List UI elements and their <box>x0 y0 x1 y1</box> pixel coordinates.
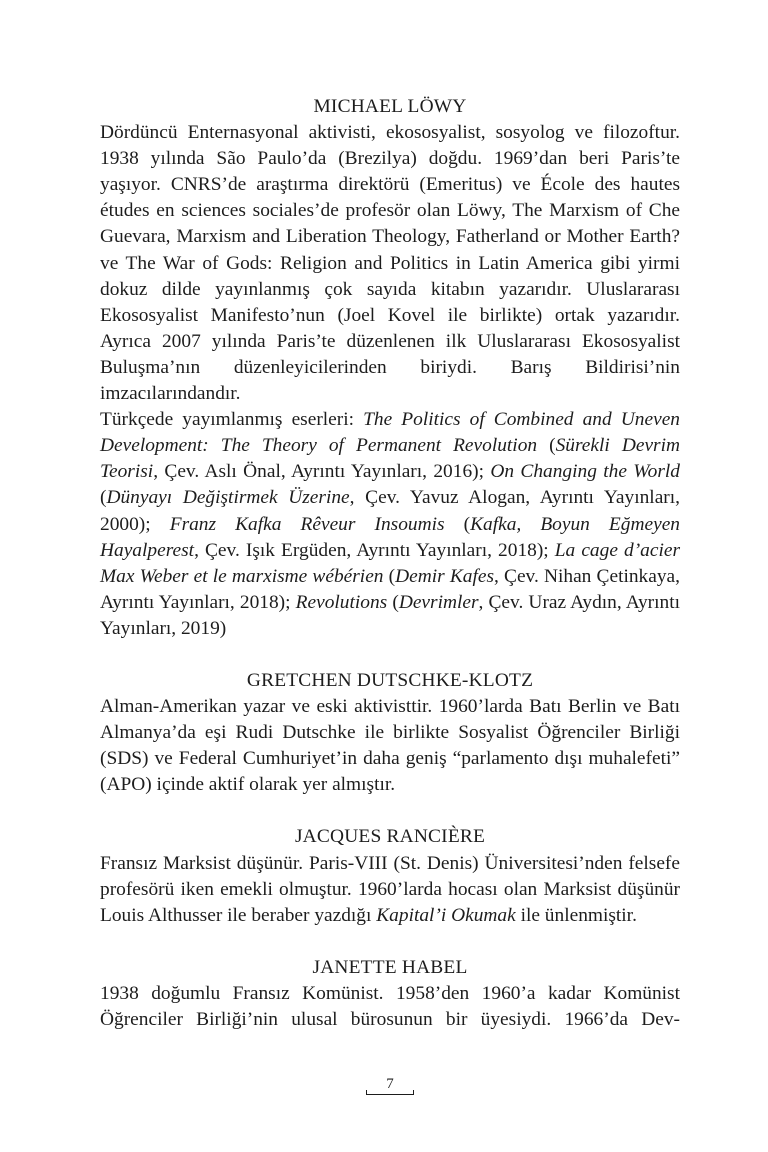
works-segment: ( <box>444 513 471 535</box>
works-segment: , Çev. Nihan Çetinkaya, Ayrıntı Yayınları, 2018); <box>100 565 680 613</box>
works-segment: The Politics of Combined and Uneven Development: The Theory of Permanent Revolution <box>100 409 680 457</box>
works-segment: , Çev. Işık Ergüden, Ayrıntı Yayınları, 2018); <box>194 539 555 561</box>
works-segment: , Çev. Uraz Aydın, Ayrıntı Yayınları, 2019) <box>100 591 680 639</box>
author-bio-lowy: Dördüncü Enternasyonal aktivisti, ekososyalist, sosyolog ve filozoftur. 1938 yılında São Paulo’da (Brezilya) doğdu. 1969’dan beri Paris’te yaşıyor. CNRS’de araştırma direktörü (Emeritus) ve École des hautes études en sciences sociales’de profesör olan Löwy, The Marxism of Che Guevara, Marxism and Liberation Theology, Fatherland or Mother Earth? ve The War of Gods: Religion and Politics in Latin America gibi yirmi dokuz dilde yayınlanmış çok sayıda kitabın yazarıdır. Uluslararası Ekososyalist Manifesto’nun (Joel Kovel ile birlikte) ortak yazarıdır. Ayrıca 2007 yılında Paris’te düzenlenen ilk Uluslararası Ekososyalist Buluşma’nın düzenleyicilerinden biriydi. Barış Bildirisi’nin imzacılarındandır. <box>100 122 680 405</box>
page-body <box>100 94 680 1033</box>
works-segment: Sürekli Devrim Teorisi <box>100 435 680 483</box>
works-segment: Devrimler <box>398 591 479 613</box>
author-works-lowy <box>100 407 680 642</box>
works-segment: La cage d’acier Max Weber et le marxisme wébérien <box>100 539 681 587</box>
works-segment: Dünyayı Değiştirmek Üzerine <box>106 487 350 509</box>
works-segment: Demir Kafes <box>395 565 495 587</box>
author-bio-ranciere <box>100 851 680 929</box>
section-spacer <box>100 642 680 668</box>
author-bio-habel: 1938 doğumlu Fransız Komünist. 1958’den 1960’a kadar Komünist Öğrenciler Birliği’nin ulusal bürosunun bir üyesiydi. 1966’da Dev- <box>100 982 680 1030</box>
author-name-lowy: MICHAEL LÖWY <box>313 96 467 117</box>
bio-segment: ile ünlenmiştir. <box>515 904 637 926</box>
works-segment: Revolutions <box>295 591 388 613</box>
works-segment: Türkçede yayımlanmış eserleri: <box>100 409 364 431</box>
section-spacer <box>100 798 680 824</box>
section-spacer <box>100 929 680 955</box>
works-segment: Franz Kafka Rêveur Insoumis <box>169 513 445 535</box>
page-number: 7 <box>366 1076 414 1095</box>
works-segment: , Çev. Yavuz Alogan, Ayrıntı Yayınları, 2000); <box>100 487 680 535</box>
author-name-dutschke-klotz: GRETCHEN DUTSCHKE-KLOTZ <box>246 669 534 691</box>
works-segment: ( <box>537 435 556 457</box>
works-segment: On Changing the World <box>490 461 680 483</box>
works-segment: ( <box>100 487 107 509</box>
works-segment: , Çev. Aslı Önal, Ayrıntı Yayınları, 2016); <box>153 461 491 483</box>
bio-segment: Fransız Marksist düşünür. Paris-VIII (St. Denis) Üniversitesi’nden felsefe profesörü iken emekli olmuştur. 1960’larda hocası olan Marksist düşünür Louis Althusser ile beraber yazdığı <box>100 852 680 926</box>
works-segment: ( <box>383 565 396 587</box>
works-segment: Kafka, Boyun Eğmeyen Hayalperest <box>100 513 680 561</box>
author-name-habel: JANETTE HABEL <box>312 956 468 978</box>
bio-segment: Kapital’i Okumak <box>376 904 516 926</box>
author-bio-dutschke-klotz: Alman-Amerikan yazar ve eski aktivisttir. 1960’larda Batı Berlin ve Batı Almanya’da eşi Rudi Dutschke ile birlikte Sosyalist Öğrenciler Birliği (SDS) ve Federal Cumhuriyet’in daha geniş “parlamento dışı muhalefeti” (APO) içinde aktif olarak yer almıştır. <box>100 696 680 796</box>
works-segment: ( <box>387 591 399 613</box>
author-name-ranciere: JACQUES RANCIÈRE <box>294 826 486 848</box>
